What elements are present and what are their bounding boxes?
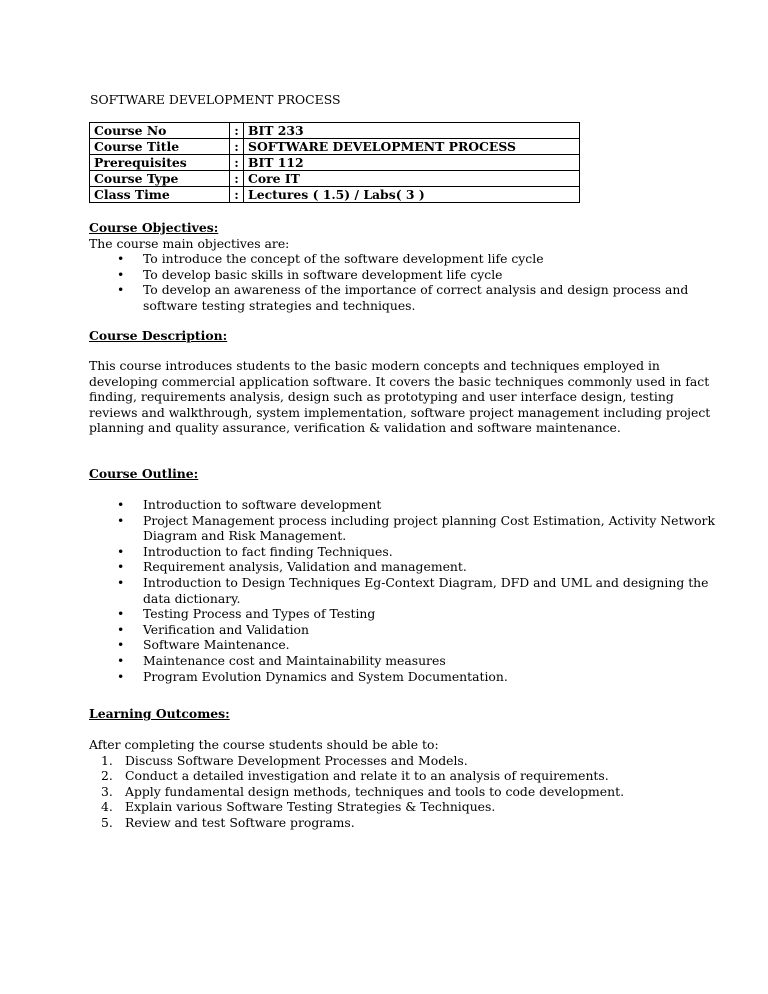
bullet-icon: •: [117, 559, 125, 575]
list-item-text: Explain various Software Testing Strategies & Techniques.: [125, 799, 496, 815]
list-item: [89, 559, 718, 575]
info-value: BIT 112: [244, 155, 580, 171]
list-item: [89, 606, 718, 622]
info-value: SOFTWARE DEVELOPMENT PROCESS: [244, 139, 580, 155]
bullet-icon: •: [117, 497, 125, 512]
list-item-text: Review and test Software programs.: [125, 814, 355, 830]
bullet-icon: •: [117, 251, 125, 267]
description-body: [89, 358, 718, 436]
list-number: 3.: [101, 783, 113, 799]
bullet-icon: •: [117, 266, 125, 282]
outline-body: [89, 497, 718, 684]
course-info-table: [89, 122, 580, 203]
bullet-icon: •: [117, 637, 125, 653]
list-item: [89, 513, 718, 544]
bullet-icon: •: [117, 282, 125, 298]
bullet-icon: •: [117, 652, 125, 668]
document-title: SOFTWARE DEVELOPMENT PROCESS: [90, 92, 341, 107]
info-separator: :: [230, 187, 244, 203]
outline-list: [89, 497, 718, 684]
list-item: [89, 251, 718, 267]
info-separator: :: [230, 155, 244, 171]
bullet-icon: •: [117, 606, 125, 622]
info-label: Class Time: [90, 187, 230, 203]
objectives-section: [89, 220, 718, 314]
table-row: [90, 123, 580, 139]
list-number: 5.: [101, 814, 113, 830]
info-separator: :: [230, 139, 244, 155]
list-item: [89, 622, 718, 638]
list-item: [89, 653, 718, 669]
list-item: [89, 669, 718, 685]
table-row: [90, 187, 580, 203]
info-value: BIT 233: [244, 123, 580, 139]
bullet-icon: •: [117, 621, 125, 637]
list-item-text: To develop an awareness of the importance of correct analysis and design process and software testing strategies and techniques.: [143, 282, 689, 313]
info-separator: :: [230, 123, 244, 139]
list-item: [89, 815, 718, 831]
list-item: [89, 267, 718, 283]
list-item: [89, 637, 718, 653]
list-item-text: Conduct a detailed investigation and relate it to an analysis of requirements.: [125, 768, 609, 784]
list-item: [89, 768, 718, 784]
table-row: [90, 171, 580, 187]
objectives-heading: Course Objectives:: [89, 220, 219, 235]
list-item-text: Software Maintenance.: [143, 637, 290, 653]
list-item-text: Maintenance cost and Maintainability measures: [143, 652, 446, 668]
list-number: 4.: [101, 799, 113, 815]
info-label: Course No: [90, 123, 230, 139]
outcomes-intro: After completing the course students should be able to:: [89, 737, 439, 752]
objectives-list: [89, 251, 718, 313]
list-item-text: Program Evolution Dynamics and System Documentation.: [143, 668, 508, 684]
list-item-text: Apply fundamental design methods, techniques and tools to code development.: [125, 783, 625, 799]
list-number: 1.: [101, 752, 113, 768]
list-item-text: To develop basic skills in software development life cycle: [143, 266, 503, 282]
description-text: This course introduces students to the basic modern concepts and techniques employed in developing commercial application software. It covers the basic techniques commonly used in fact finding, requirements analysis, design such as prototyping and user interface design, testing reviews and walkthrough, system implementation, software project management including project planning and quality assurance, verification & validation and software maintenance.: [89, 358, 711, 436]
outline-section: [89, 466, 718, 482]
info-label: Course Type: [90, 171, 230, 187]
list-item: [89, 784, 718, 800]
bullet-icon: •: [117, 543, 125, 559]
bullet-icon: •: [117, 668, 125, 684]
list-item-text: Verification and Validation: [143, 621, 310, 637]
outcomes-section: [89, 706, 718, 722]
table-row: [90, 139, 580, 155]
list-item-text: To introduce the concept of the software development life cycle: [143, 251, 544, 267]
list-item-text: Introduction to software development: [143, 497, 382, 512]
list-item: [89, 497, 718, 513]
info-label: Prerequisites: [90, 155, 230, 171]
info-value: Lectures ( 1.5) / Labs( 3 ): [244, 187, 580, 203]
table-row: [90, 155, 580, 171]
list-item: [89, 753, 718, 769]
list-item-text: Discuss Software Development Processes and Models.: [125, 752, 468, 768]
info-label: Course Title: [90, 139, 230, 155]
description-section: [89, 328, 718, 344]
description-heading: Course Description:: [89, 328, 228, 343]
list-item: [89, 282, 718, 313]
list-item-text: Introduction to fact finding Techniques.: [143, 543, 393, 559]
outcomes-body: [89, 737, 718, 831]
bullet-icon: •: [117, 574, 125, 590]
list-item: [89, 575, 718, 606]
list-item: [89, 799, 718, 815]
info-separator: :: [230, 171, 244, 187]
outcomes-list: [89, 753, 718, 831]
list-item: [89, 544, 718, 560]
outline-heading: Course Outline:: [89, 466, 199, 481]
list-item-text: Requirement analysis, Validation and management.: [143, 559, 467, 575]
list-item-text: Introduction to Design Techniques Eg-Context Diagram, DFD and UML and designing the data dictionary.: [143, 574, 709, 606]
list-item-text: Project Management process including project planning Cost Estimation, Activity Network Diagram and Risk Management.: [143, 512, 715, 544]
bullet-icon: •: [117, 512, 125, 528]
list-number: 2.: [101, 768, 113, 784]
info-value: Core IT: [244, 171, 580, 187]
objectives-intro: The course main objectives are:: [89, 235, 290, 251]
outcomes-heading: Learning Outcomes:: [89, 706, 230, 721]
list-item-text: Testing Process and Types of Testing: [143, 606, 376, 622]
